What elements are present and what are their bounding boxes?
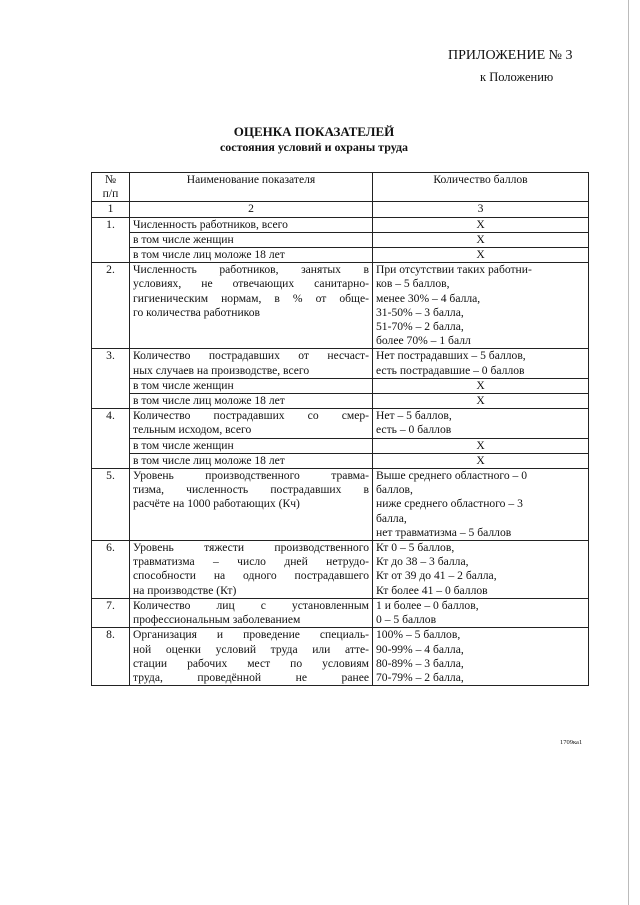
column-number-row (92, 202, 589, 217)
indicator-name (130, 263, 373, 349)
row-number: 8. (92, 628, 130, 686)
table-subrow (92, 232, 589, 247)
indicator-name (130, 598, 373, 627)
table-row (92, 469, 589, 541)
indicator-name: в том числе женщин (130, 232, 373, 247)
score-cell (373, 628, 589, 686)
text-line: ков – 5 баллов, (376, 277, 450, 291)
text-line: 1 и более – 0 баллов, (376, 598, 479, 612)
table-row (92, 628, 589, 686)
indicators-table (91, 172, 589, 686)
text-line: При отсутствии таких работни- (376, 263, 532, 277)
score-cell (373, 349, 589, 378)
text-line: го количества работников (133, 305, 260, 319)
text-line: травматизма – число дней нетрудо- (133, 555, 369, 569)
score-cell: X (373, 232, 589, 247)
text-line: Нет пострадавших – 5 баллов, (376, 349, 526, 363)
indicator-name (130, 409, 373, 438)
header-name: Наименование показателя (130, 173, 373, 202)
indicator-name (130, 349, 373, 378)
text-line: баллов, (376, 483, 413, 497)
page-edge (628, 0, 629, 905)
indicator-name (130, 541, 373, 599)
text-line: профессиональным заболеванием (133, 613, 301, 627)
document-subtitle: состояния условий и охраны труда (219, 140, 409, 154)
text-line: 100% – 5 баллов, (376, 628, 461, 642)
table-row (92, 598, 589, 627)
text-line: ниже среднего областного – 3 (376, 497, 523, 511)
score-cell: X (373, 438, 589, 453)
table-subrow (92, 378, 589, 393)
document-title: ОЦЕНКА ПОКАЗАТЕЛЕЙ (233, 124, 395, 139)
text-line: ных случаев на производстве, всего (133, 363, 310, 377)
score-cell: X (373, 378, 589, 393)
text-line: способности на одного пострадавшего (133, 569, 369, 583)
text-line: ной оценки условий труда или атте- (133, 642, 369, 656)
table-subrow (92, 394, 589, 409)
indicator-name: в том числе лиц моложе 18 лет (130, 453, 373, 468)
table-subrow (92, 438, 589, 453)
text-line: тизма, численность пострадавших в (133, 483, 369, 497)
table-header-row (92, 173, 589, 202)
text-line: Выше среднего областного – 0 (376, 469, 528, 483)
text-line: Количество пострадавших от несчаст- (133, 349, 369, 363)
text-line: Организация и проведение специаль- (133, 628, 369, 642)
indicator-name: в том числе лиц моложе 18 лет (130, 248, 373, 263)
header-num-line2: п/п (102, 187, 119, 201)
table-row (92, 263, 589, 349)
text-line: стации рабочих мест по условиям (133, 656, 369, 670)
text-line: Кт от 39 до 41 – 2 балла, (376, 569, 497, 583)
table-row (92, 409, 589, 438)
text-line: Нет – 5 баллов, (376, 409, 452, 423)
text-line: труда, проведённой не ранее (133, 670, 369, 684)
text-line: Количество лиц с установленным (133, 598, 369, 612)
header-score: Количество баллов (373, 173, 589, 202)
indicator-name (130, 469, 373, 541)
text-line: Кт 0 – 5 баллов, (376, 541, 455, 555)
text-line: условиях, не отвечающих санитарно- (133, 277, 369, 291)
score-cell: X (373, 394, 589, 409)
text-line: Кт более 41 – 0 баллов (376, 583, 488, 597)
text-line: 51-70% – 2 балла, (376, 320, 464, 334)
score-cell: X (373, 453, 589, 468)
row-number: 4. (92, 409, 130, 469)
text-line: балла, (376, 511, 407, 525)
text-line: более 70% – 1 балл (376, 334, 471, 348)
indicator-name (130, 628, 373, 686)
row-number: 2. (92, 263, 130, 349)
text-line: нет травматизма – 5 баллов (376, 525, 512, 539)
text-line: Уровень тяжести производственного (133, 541, 369, 555)
score-cell (373, 598, 589, 627)
text-line: 80-89% – 3 балла, (376, 656, 464, 670)
text-line: есть пострадавшие – 0 баллов (376, 363, 525, 377)
text-line: менее 30% – 4 балла, (376, 291, 481, 305)
score-cell (373, 541, 589, 599)
row-number: 1. (92, 217, 130, 263)
header-num (92, 173, 130, 202)
text-line: есть – 0 баллов (376, 423, 452, 437)
indicator-name: Численность работников, всего (130, 217, 373, 232)
score-cell: X (373, 217, 589, 232)
score-cell (373, 469, 589, 541)
row-number: 3. (92, 349, 130, 409)
indicator-name: в том числе женщин (130, 438, 373, 453)
text-line: расчёте на 1000 работающих (Кч) (133, 497, 300, 511)
text-line: Численность работников, занятых в (133, 263, 369, 277)
header-num-line1: № (104, 173, 117, 186)
column-number-3: 3 (373, 202, 589, 217)
text-line: Уровень производственного травма- (133, 469, 369, 483)
column-number-1: 1 (92, 202, 130, 217)
text-line: Кт до 38 – 3 балла, (376, 555, 469, 569)
text-line: Количество пострадавших со смер- (133, 409, 369, 423)
text-line: 31-50% – 3 балла, (376, 305, 464, 319)
text-line: на производстве (Кт) (133, 583, 237, 597)
text-line: тельным исходом, всего (133, 423, 252, 437)
regulation-reference: к Положению (480, 70, 554, 84)
text-line: гигиеническим нормам, в % от обще- (133, 291, 369, 305)
document-code: 1709ка1 (560, 739, 583, 746)
score-cell (373, 409, 589, 438)
row-number: 6. (92, 541, 130, 599)
text-line: 0 – 5 баллов (376, 613, 437, 627)
appendix-label: ПРИЛОЖЕНИЕ № 3 (448, 48, 573, 63)
row-number: 5. (92, 469, 130, 541)
column-number-2: 2 (130, 202, 373, 217)
table-row (92, 541, 589, 599)
table-row (92, 349, 589, 378)
table-row (92, 217, 589, 232)
score-cell (373, 263, 589, 349)
score-cell: X (373, 248, 589, 263)
indicator-name: в том числе женщин (130, 378, 373, 393)
table-subrow (92, 248, 589, 263)
table-subrow (92, 453, 589, 468)
indicator-name: в том числе лиц моложе 18 лет (130, 394, 373, 409)
text-line: 70-79% – 2 балла, (376, 670, 464, 684)
text-line: 90-99% – 4 балла, (376, 642, 464, 656)
row-number: 7. (92, 598, 130, 627)
